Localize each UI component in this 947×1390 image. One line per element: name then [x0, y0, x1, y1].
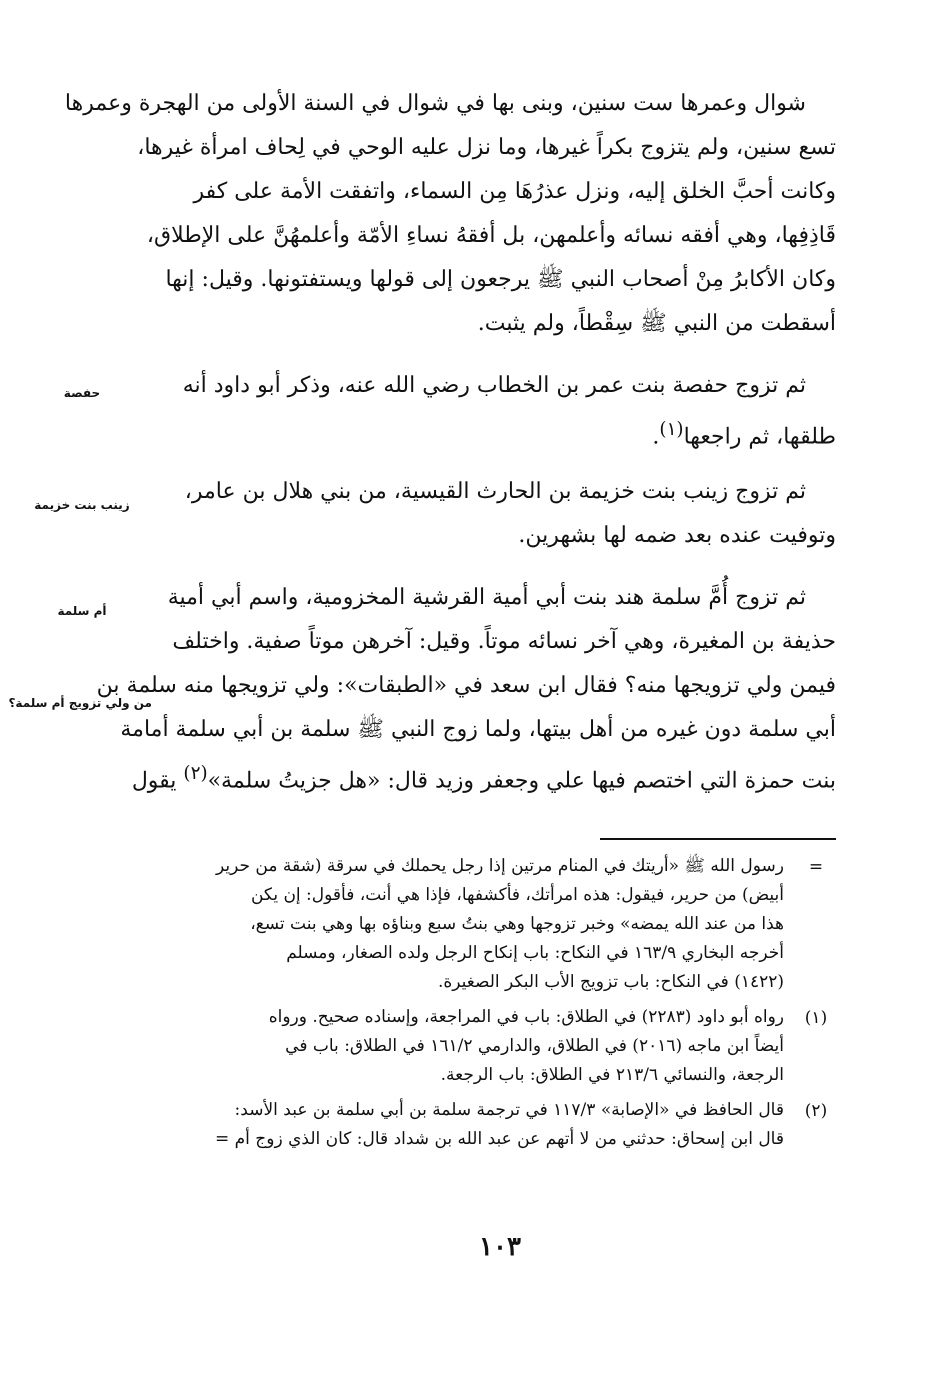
- text-line: ثم تزوج زينب بنت خزيمة بن الحارث القيسية، من بني هلال بن عامر،: [184, 479, 806, 504]
- text-line: ثم تزوج حفصة بنت عمر بن الخطاب رضي الله عنه، وذكر أبو داود أنه: [182, 373, 806, 398]
- text-line: فيمن ولي تزويجها منه؟ فقال ابن سعد في «الطبقات»: ولي تزويجها منه سلمة بن: [96, 673, 836, 698]
- footnote-marker: (٢): [804, 1101, 828, 1121]
- paragraph-hafsa: [160, 364, 836, 452]
- page-number: ١٠٣: [479, 1232, 521, 1262]
- footnote-1: [160, 1003, 836, 1090]
- footnote-line: الرجعة، والنسائي ٢١٣/٦ في الطلاق: باب الرجعة.: [440, 1065, 784, 1085]
- footnote-line: (١٤٢٢) في النكاح: باب تزويج الأب البكر الصغيرة.: [437, 972, 784, 992]
- text-line: وكانت أحبَّ الخلق إليه، ونزل عذرُهَا مِن السماء، واتفقت الأمة على كفر: [193, 179, 836, 204]
- footnote-line: قال ابن إسحاق: حدثني من لا أتهم عن عبد الله بن شداد قال: كان الذي زوج أم =: [215, 1129, 784, 1149]
- margin-note-zaynab: زينب بنت خزيمة: [34, 498, 130, 512]
- paragraph-aisha: [64, 82, 836, 346]
- footnote-marker: =: [808, 857, 824, 877]
- text-segment: طلقها، ثم راجعها: [683, 424, 836, 450]
- text-segment: .: [652, 424, 660, 450]
- text-line: أسقطت من النبي ﷺ سِقْطاً، ولم يثبت.: [477, 311, 836, 336]
- text-line: قَاذِفِها، وهي أفقه نسائه وأعلمهن، بل أفقهُ نساءِ الأمّة وأعلمهُنَّ على الإطلاق،: [146, 223, 836, 248]
- footnote-line: أيضاً ابن ماجه (٢٠١٦) في الطلاق، والدارمي ١٦١/٢ في الطلاق: باب في: [285, 1036, 784, 1056]
- text-line: حذيفة بن المغيرة، وهي آخر نسائه موتاً. وقيل: آخرهن موتاً صفية. واختلف: [172, 629, 836, 654]
- margin-note-umm-salama-guardian: من ولي تزويج أم سلمة؟: [8, 696, 152, 710]
- footnote-continuation: [160, 852, 836, 997]
- paragraph-zaynab: [160, 470, 836, 558]
- text-segment: يقول: [131, 768, 184, 794]
- footnotes: [160, 852, 836, 1154]
- margin-note-hafsa: حفصة: [63, 386, 101, 400]
- footnote-line: قال الحافظ في «الإصابة» ١١٧/٣ في ترجمة سلمة بن أبي سلمة بن عبد الأسد:: [234, 1100, 784, 1120]
- text-line: [131, 752, 836, 796]
- footnote-divider: [600, 838, 836, 840]
- text-line: [160, 408, 836, 452]
- text-line: أبي سلمة دون غيره من أهل بيتها، ولما زوج النبي ﷺ سلمة بن أبي سلمة أمامة: [120, 717, 836, 742]
- footnote-line: رواه أبو داود (٢٢٨٣) في الطلاق: باب في المراجعة، وإسناده صحيح. ورواه: [268, 1007, 784, 1027]
- footnote-line: رسول الله ﷺ «أريتك في المنام مرتين إذا رجل يحملك في سرقة (شقة من حرير: [216, 856, 784, 876]
- text-line: شوال وعمرها ست سنين، وبنى بها في شوال في السنة الأولى من الهجرة وعمرها: [64, 91, 806, 116]
- text-segment: بنت حمزة التي اختصم فيها علي وجعفر وزيد قال: «هل جزيتُ سلمة»: [207, 768, 836, 794]
- footnote-line: أبيض) من حرير، فيقول: هذه امرأتك، فأكشفها، فإذا هي أنت، فأقول: إن يكن: [250, 885, 784, 905]
- text-line: وكان الأكابرُ مِنْ أصحاب النبي ﷺ يرجعون إلى قولها ويستفتونها. وقيل: إنها: [165, 267, 836, 292]
- margin-note-umm-salama: أم سلمة: [57, 604, 107, 618]
- text-line: ثم تزوج أُمَّ سلمة هند بنت أبي أمية القرشية المخزومية، واسم أبي أمية: [167, 585, 806, 610]
- footnote-line: أخرجه البخاري ١٦٣/٩ في النكاح: باب إنكاح الرجل ولده الصغار، ومسلم: [286, 943, 784, 963]
- text-line: وتوفيت عنده بعد ضمه لها بشهرين.: [518, 523, 836, 548]
- paragraph-umm-salama: [96, 576, 836, 796]
- footnote-ref[interactable]: (٢): [183, 763, 208, 784]
- footnote-2: [160, 1096, 836, 1154]
- footnote-line: هذا من عند الله يمضه» وخبر تزوجها وهي بنتُ سبع وبناؤه بها وهي بنت تسع،: [250, 914, 784, 934]
- footnote-ref[interactable]: (١): [659, 419, 684, 440]
- footnote-marker: (١): [804, 1008, 828, 1028]
- text-line: تسع سنين، ولم يتزوج بكراً غيرها، وما نزل عليه الوحي في لِحاف امرأة غيرها،: [137, 135, 836, 160]
